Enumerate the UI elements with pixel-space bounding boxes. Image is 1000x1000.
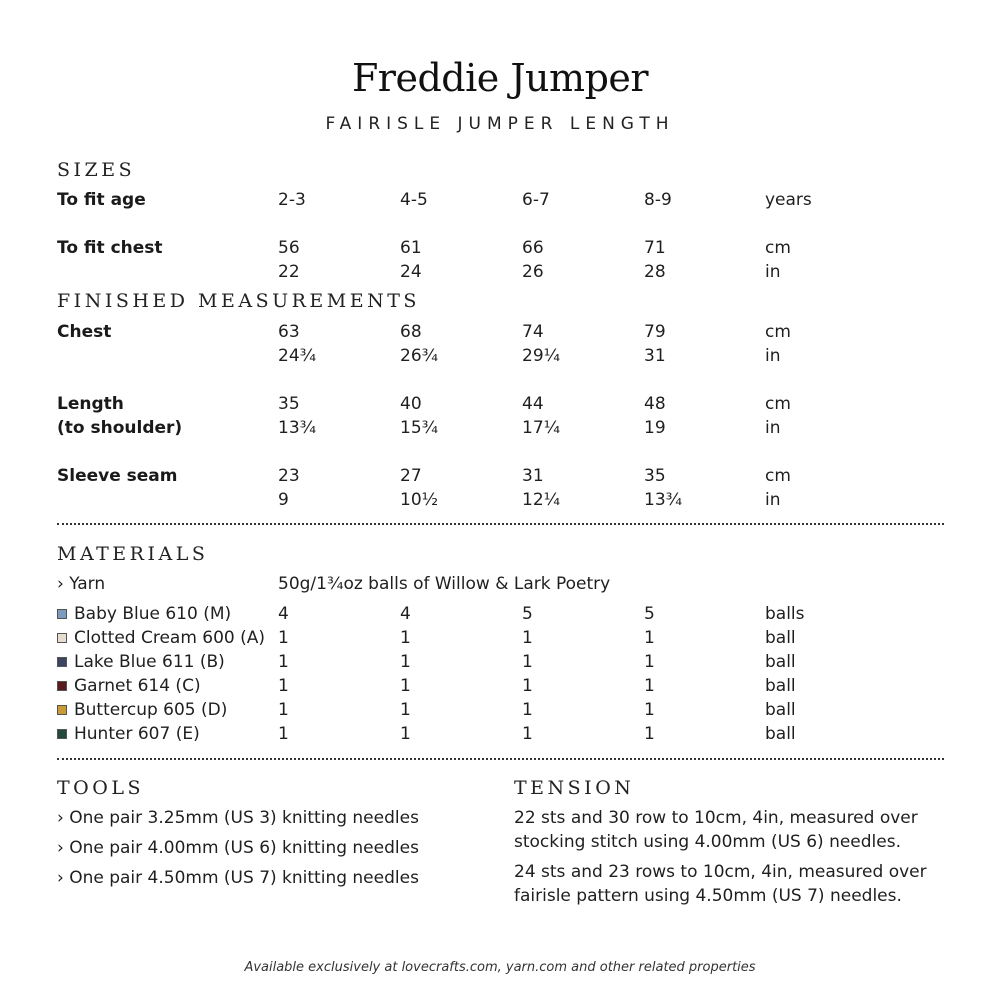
color-qty: 1	[522, 628, 533, 648]
page-subtitle: FAIRISLE JUMPER LENGTH	[325, 114, 675, 134]
chest-fit-cm: 61	[400, 238, 422, 258]
color-qty: 1	[644, 628, 655, 648]
color-unit: balls	[765, 604, 805, 624]
tension-fairisle: 24 sts and 23 rows to 10cm, 4in, measured over fairisle pattern using 4.50mm (US 7) needles.	[514, 862, 927, 906]
color-unit: ball	[765, 652, 796, 672]
length-in: 19	[644, 418, 666, 438]
age-value: 6-7	[522, 190, 550, 210]
unit-cm: cm	[765, 322, 791, 342]
yarn-label: › Yarn	[57, 574, 106, 594]
color-name: Baby Blue 610 (M)	[57, 604, 231, 624]
chest-in: 31	[644, 346, 666, 366]
finished-heading: FINISHED MEASUREMENTS	[57, 290, 420, 312]
length-sublabel: (to shoulder)	[57, 418, 183, 438]
chest-fit-in: 22	[278, 262, 300, 282]
color-name: Buttercup 605 (D)	[57, 700, 227, 720]
age-value: 4-5	[400, 190, 428, 210]
color-qty: 1	[400, 700, 411, 720]
sleeve-cm: 23	[278, 466, 300, 486]
length-in: 15¾	[400, 418, 439, 438]
dotted-divider	[57, 523, 944, 525]
color-qty: 1	[644, 724, 655, 744]
tension-stocking: 22 sts and 30 row to 10cm, 4in, measured over stocking stitch using 4.00mm (US 6) needles.	[514, 808, 918, 852]
sleeve-cm: 35	[644, 466, 666, 486]
color-unit: ball	[765, 628, 796, 648]
color-qty: 5	[644, 604, 655, 624]
chest-cm: 63	[278, 322, 300, 342]
color-swatch-icon	[57, 729, 67, 739]
color-qty: 1	[278, 628, 289, 648]
color-qty: 1	[278, 724, 289, 744]
tool-item: › One pair 4.50mm (US 7) knitting needles	[57, 868, 419, 888]
unit-in: in	[765, 346, 781, 366]
color-qty: 1	[522, 724, 533, 744]
color-qty: 4	[400, 604, 411, 624]
color-name: Hunter 607 (E)	[57, 724, 200, 744]
length-cm: 44	[522, 394, 544, 414]
chest-label: Chest	[57, 322, 112, 342]
dotted-divider	[57, 758, 944, 760]
chest-fit-cm: 56	[278, 238, 300, 258]
chest-cm: 74	[522, 322, 544, 342]
color-qty: 4	[278, 604, 289, 624]
unit-cm: cm	[765, 238, 791, 258]
length-label: Length	[57, 394, 124, 414]
unit-in: in	[765, 418, 781, 438]
age-value: 8-9	[644, 190, 672, 210]
tension-heading: TENSION	[514, 777, 635, 799]
chest-fit-label: To fit chest	[57, 238, 163, 258]
color-qty: 1	[278, 676, 289, 696]
tool-item: › One pair 3.25mm (US 3) knitting needles	[57, 808, 419, 828]
color-qty: 1	[400, 652, 411, 672]
length-in: 17¼	[522, 418, 561, 438]
sleeve-label: Sleeve seam	[57, 466, 178, 486]
color-swatch-icon	[57, 705, 67, 715]
sleeve-in: 10½	[400, 490, 439, 510]
tools-heading: TOOLS	[57, 777, 144, 799]
color-swatch-icon	[57, 657, 67, 667]
color-qty: 1	[644, 652, 655, 672]
color-name: Garnet 614 (C)	[57, 676, 201, 696]
color-name: Clotted Cream 600 (A)	[57, 628, 265, 648]
age-value: 2-3	[278, 190, 306, 210]
color-qty: 1	[644, 676, 655, 696]
color-swatch-icon	[57, 609, 67, 619]
color-unit: ball	[765, 700, 796, 720]
age-label: To fit age	[57, 190, 146, 210]
chest-fit-cm: 71	[644, 238, 666, 258]
sleeve-cm: 31	[522, 466, 544, 486]
chest-cm: 68	[400, 322, 422, 342]
unit-cm: cm	[765, 394, 791, 414]
age-unit: years	[765, 190, 812, 210]
color-unit: ball	[765, 676, 796, 696]
color-qty: 1	[522, 700, 533, 720]
length-cm: 35	[278, 394, 300, 414]
color-qty: 1	[644, 700, 655, 720]
materials-heading: MATERIALS	[57, 543, 209, 565]
color-swatch-icon	[57, 681, 67, 691]
footer-note: Available exclusively at lovecrafts.com, yarn.com and other related properties	[244, 960, 756, 975]
color-qty: 1	[278, 700, 289, 720]
sleeve-in: 12¼	[522, 490, 561, 510]
color-qty: 1	[400, 676, 411, 696]
unit-in: in	[765, 490, 781, 510]
unit-in: in	[765, 262, 781, 282]
chest-in: 26¾	[400, 346, 439, 366]
page-title: Freddie Jumper	[351, 56, 649, 100]
chest-in: 24¾	[278, 346, 317, 366]
color-qty: 1	[278, 652, 289, 672]
length-in: 13¾	[278, 418, 317, 438]
chest-fit-cm: 66	[522, 238, 544, 258]
length-cm: 40	[400, 394, 422, 414]
color-qty: 5	[522, 604, 533, 624]
color-qty: 1	[522, 652, 533, 672]
color-unit: ball	[765, 724, 796, 744]
color-qty: 1	[400, 724, 411, 744]
sizes-heading: SIZES	[57, 159, 136, 181]
sleeve-in: 13¾	[644, 490, 683, 510]
tool-item: › One pair 4.00mm (US 6) knitting needles	[57, 838, 419, 858]
sleeve-in: 9	[278, 490, 289, 510]
yarn-description: 50g/1¾oz balls of Willow & Lark Poetry	[278, 574, 611, 594]
chest-cm: 79	[644, 322, 666, 342]
color-qty: 1	[522, 676, 533, 696]
chest-in: 29¼	[522, 346, 561, 366]
length-cm: 48	[644, 394, 666, 414]
chest-fit-in: 28	[644, 262, 666, 282]
sleeve-cm: 27	[400, 466, 422, 486]
unit-cm: cm	[765, 466, 791, 486]
chest-fit-in: 24	[400, 262, 422, 282]
color-name: Lake Blue 611 (B)	[57, 652, 225, 672]
color-qty: 1	[400, 628, 411, 648]
chest-fit-in: 26	[522, 262, 544, 282]
color-swatch-icon	[57, 633, 67, 643]
